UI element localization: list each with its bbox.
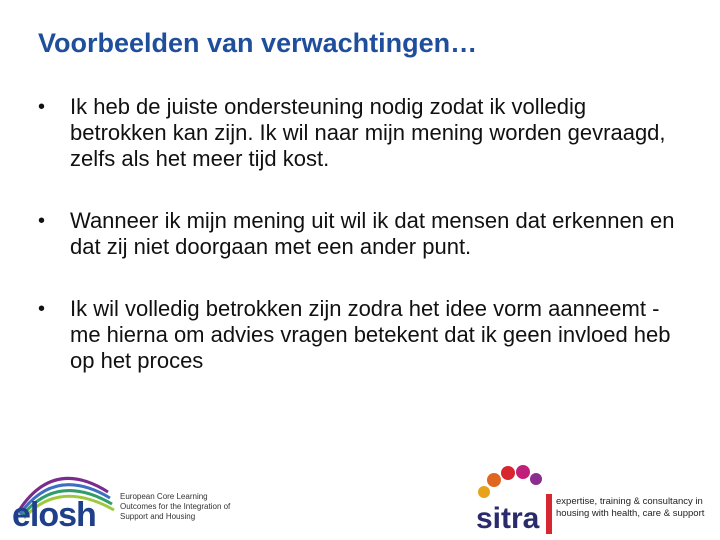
sitra-tagline: expertise, training & consultancy in housing with health, care & support	[556, 496, 705, 519]
bullet-item	[38, 208, 678, 260]
bullet-text: Wanneer ik mijn mening uit wil ik dat mensen dat erkennen en dat zij niet doorgaan met een ander punt.	[70, 208, 675, 259]
bullet-dot: •	[38, 298, 46, 320]
sitra-dots-icon	[472, 462, 552, 506]
bullet-text: Ik wil volledig betrokken zijn zodra het idee vorm aanneemt - me hierna om advies vragen betekent dat ik geen invloed heb op het proces	[70, 296, 671, 373]
bullet-item	[38, 296, 678, 374]
elosh-description: European Core Learning Outcomes for the Integration of Support and Housing	[120, 492, 231, 521]
elosh-wordmark: elosh	[12, 496, 96, 534]
sitra-divider	[546, 494, 552, 534]
bullet-item	[38, 94, 678, 172]
bullet-dot: •	[38, 96, 46, 118]
sitra-wordmark: sitra	[476, 502, 540, 535]
elosh-logo	[8, 462, 238, 536]
bullet-text: Ik heb de juiste ondersteuning nodig zodat ik volledig betrokken kan zijn. Ik wil naar mijn mening worden gevraagd, zelfs als het meer tijd kost.	[70, 94, 666, 171]
bullet-dot: •	[38, 210, 46, 232]
bullet-list	[38, 94, 678, 410]
slide-title: Voorbeelden van verwachtingen…	[38, 28, 478, 58]
sitra-logo	[472, 462, 718, 536]
